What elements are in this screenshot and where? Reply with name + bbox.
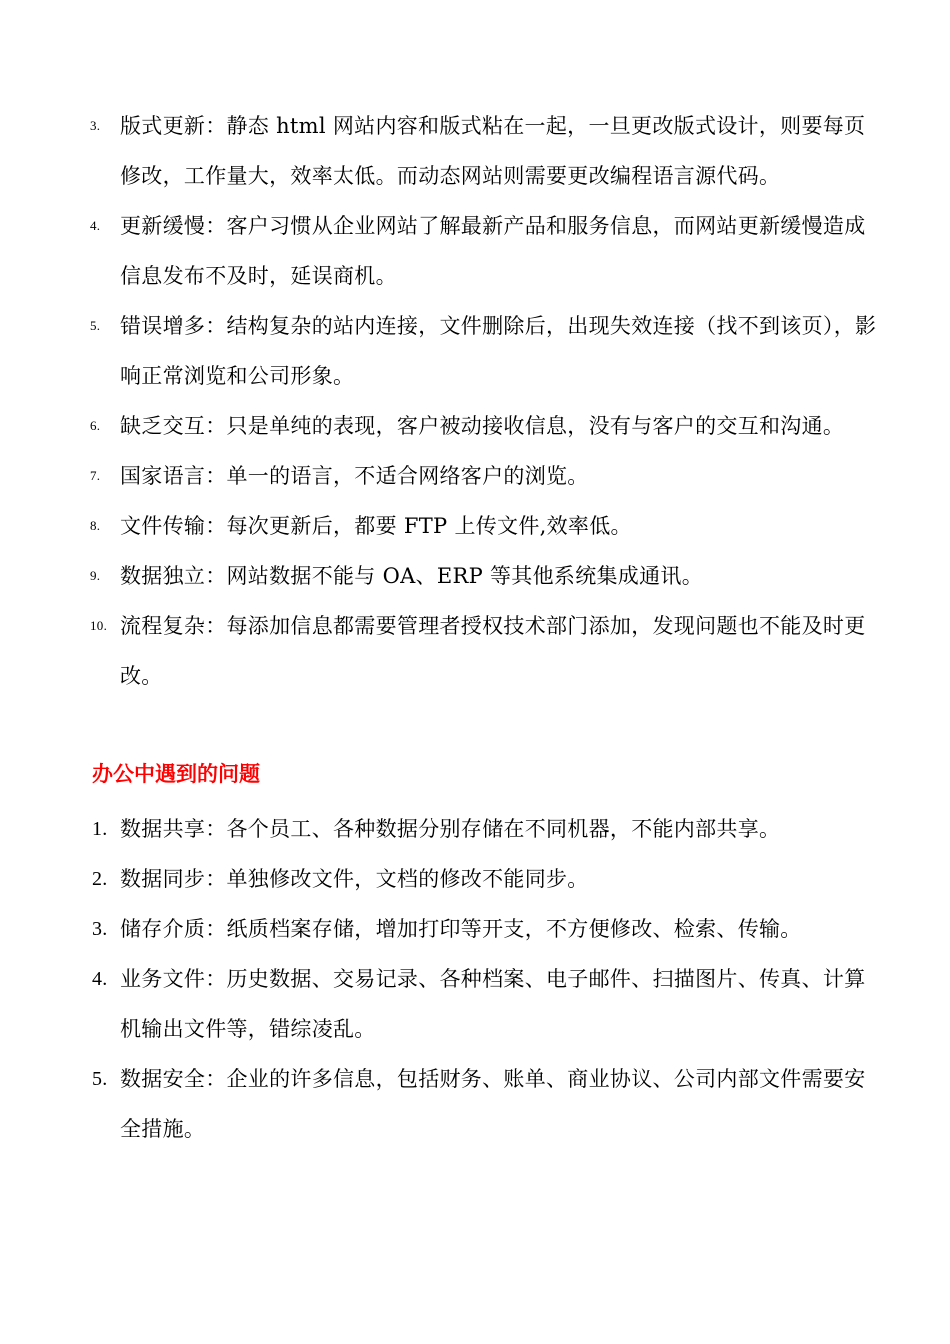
list-item — [0, 954, 950, 1054]
list-item-text: 更新缓慢：客户习惯从企业网站了解最新产品和服务信息，而网站更新缓慢造成信息发布不及时，延误商机。 — [120, 214, 866, 288]
list-item-text: 版式更新：静态 html 网站内容和版式粘在一起，一旦更改版式设计，则要每页修改，工作量大，效率太低。而动态网站则需要更改编程语言源代码。 — [120, 114, 866, 188]
section-heading: 办公中遇到的问题 — [92, 761, 260, 786]
list-item — [0, 501, 950, 551]
list-item-text: 文件传输：每次更新后，都要 FTP 上传文件,效率低。 — [120, 514, 632, 538]
list-item-text: 错误增多：结构复杂的站内连接，文件删除后，出现失效连接（找不到该页），影响正常浏览和公司形象。 — [120, 314, 877, 388]
list-item-text: 数据独立：网站数据不能与 OA、ERP 等其他系统集成通讯。 — [120, 564, 704, 588]
list-number: 7. — [90, 468, 101, 483]
list-item — [0, 201, 950, 301]
list-number: 5. — [92, 1068, 108, 1090]
list-number: 8. — [90, 518, 101, 533]
list-item — [0, 904, 950, 954]
website-issues-list — [0, 101, 950, 701]
list-item — [0, 601, 950, 701]
list-number: 6. — [90, 418, 101, 433]
list-number: 4. — [90, 218, 101, 233]
list-item — [0, 804, 950, 854]
office-issues-list — [0, 804, 950, 1154]
list-number: 3. — [92, 918, 108, 940]
list-item-text: 数据共享：各个员工、各种数据分别存储在不同机器，不能内部共享。 — [120, 817, 781, 841]
list-number: 1. — [92, 818, 108, 840]
list-item-text: 流程复杂：每添加信息都需要管理者授权技术部门添加，发现问题也不能及时更改。 — [120, 614, 866, 688]
list-item — [0, 451, 950, 501]
list-item-text: 储存介质：纸质档案存储，增加打印等开支，不方便修改、检索、传输。 — [120, 917, 802, 941]
list-number: 5. — [90, 318, 101, 333]
list-number: 9. — [90, 568, 101, 583]
list-number: 4. — [92, 968, 108, 990]
list-item — [0, 1054, 950, 1154]
list-item-text: 数据同步：单独修改文件，文档的修改不能同步。 — [120, 867, 589, 891]
list-item — [0, 854, 950, 904]
list-item-text: 国家语言：单一的语言，不适合网络客户的浏览。 — [120, 464, 589, 488]
list-item-text: 业务文件：历史数据、交易记录、各种档案、电子邮件、扫描图片、传真、计算机输出文件等，错综凌乱。 — [120, 967, 866, 1041]
list-item — [0, 551, 950, 601]
list-item — [0, 301, 950, 401]
list-item-text: 缺乏交互：只是单纯的表现，客户被动接收信息，没有与客户的交互和沟通。 — [120, 414, 845, 438]
list-number: 10. — [90, 618, 108, 633]
list-item — [0, 401, 950, 451]
list-item-text: 数据安全：企业的许多信息，包括财务、账单、商业协议、公司内部文件需要安全措施。 — [120, 1067, 866, 1141]
list-number: 3. — [90, 118, 101, 133]
list-number: 2. — [92, 868, 108, 890]
list-item — [0, 101, 950, 201]
